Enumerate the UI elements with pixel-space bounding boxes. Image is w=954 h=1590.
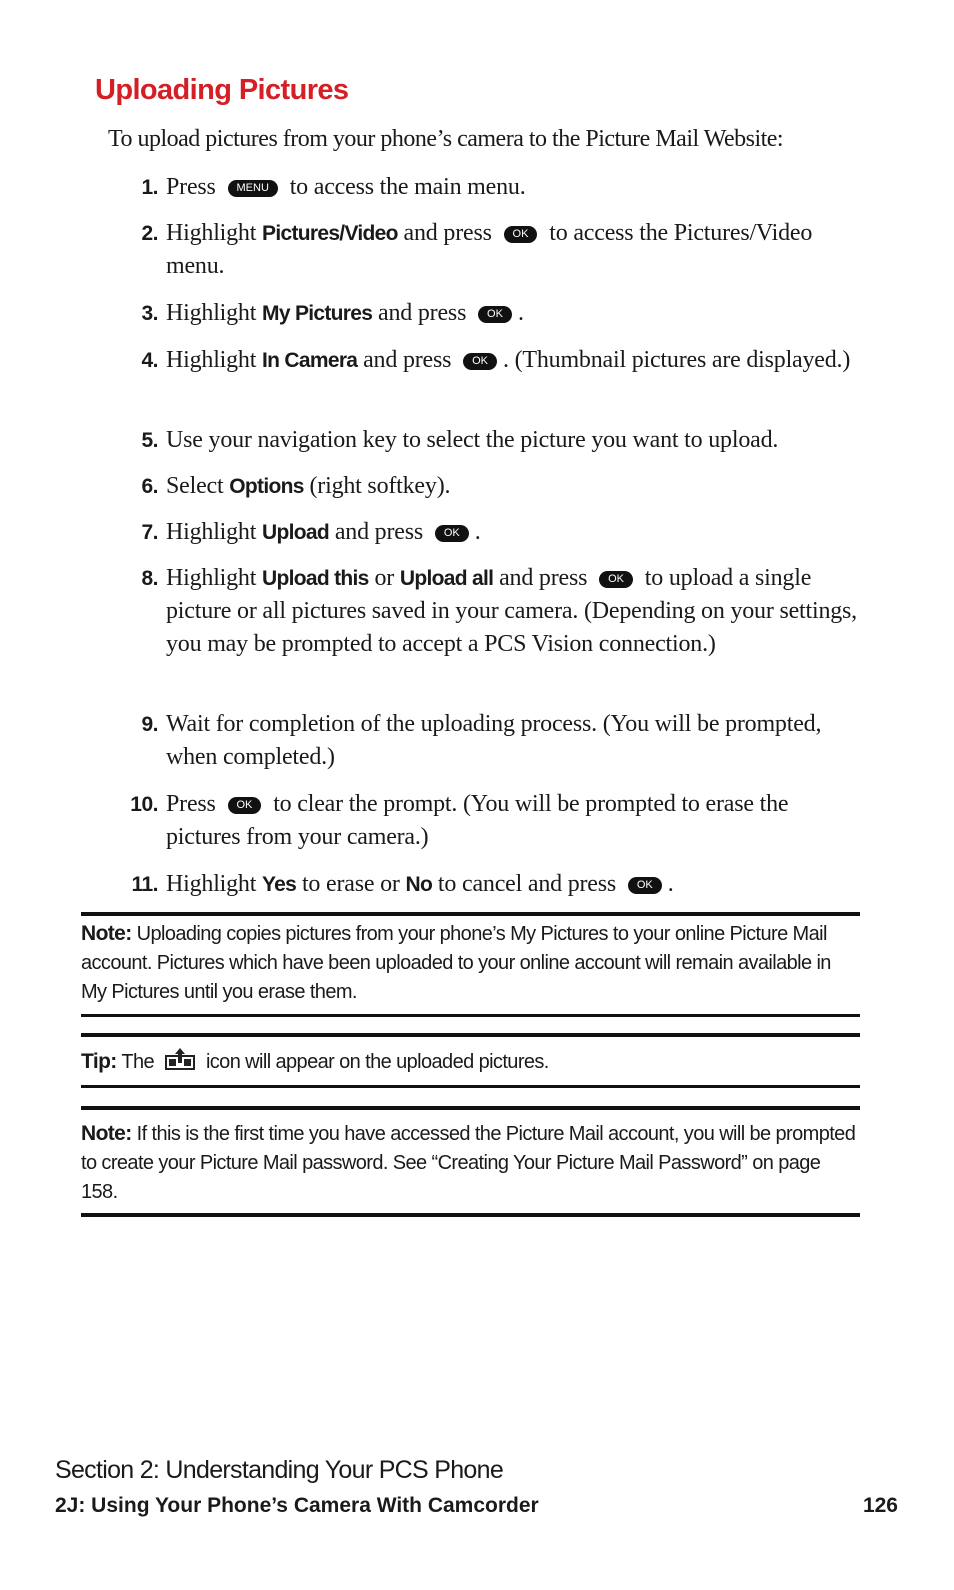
step-7: [141, 516, 861, 549]
step-text: Select: [166, 473, 224, 499]
tip-text: The: [121, 1051, 154, 1073]
step-text: and press: [363, 347, 452, 373]
step-text: .: [517, 300, 524, 326]
step-text: Highlight: [166, 300, 257, 326]
step-1: [141, 171, 861, 204]
step-6: [141, 470, 861, 503]
note-bottom-rule: [81, 1014, 860, 1017]
step-text: Highlight: [166, 220, 257, 246]
step-10: [130, 788, 861, 854]
ok-key-icon: OK: [504, 226, 538, 243]
ok-key-icon: OK: [228, 797, 262, 814]
step-text: and press: [378, 300, 467, 326]
step-text: Use your navigation key to select the picture you want to upload.: [166, 427, 779, 453]
step-text: Highlight: [166, 519, 257, 545]
step-9: [141, 708, 861, 774]
step-number: 4.: [141, 349, 158, 372]
step-number: 11.: [131, 873, 158, 896]
step-number: 8.: [141, 567, 158, 590]
note-box-upload: [81, 919, 860, 1007]
step-text: .: [474, 519, 481, 545]
note-text: If this is the first time you have accessed the Picture Mail account, you will be prompted to create your Picture Mail password. See “Creating Your Picture Mail Password” on page 158.: [81, 1123, 856, 1203]
option-yes: Yes: [262, 873, 297, 896]
step-text: to upload a single picture or all pictures saved in your camera. (Depending on your settings, you may be prompted to accept a PCS Vision connection.): [166, 565, 857, 657]
step-text: Wait for completion of the uploading process. (You will be prompted, when completed.): [166, 711, 822, 770]
footer-chapter-title: 2J: Using Your Phone’s Camera With Camcorder: [55, 1494, 539, 1517]
step-number: 10.: [130, 793, 158, 816]
step-text: Highlight: [166, 871, 257, 897]
intro-text: To upload pictures from your phone’s camera to the Picture Mail Website:: [108, 126, 784, 152]
ok-key-icon: OK: [463, 353, 497, 370]
note-label: Note:: [81, 1122, 132, 1145]
step-number: 5.: [141, 429, 158, 452]
step-2: [141, 217, 861, 283]
step-text: to clear the prompt. (You will be prompted to erase the pictures from your camera.): [166, 791, 789, 850]
tip-bottom-rule: [81, 1085, 860, 1088]
step-text: (right softkey).: [309, 473, 451, 499]
menu-option-upload: Upload: [262, 521, 329, 544]
step-text: .: [667, 871, 674, 897]
step-text: to access the main menu.: [289, 174, 526, 200]
step-text: or: [374, 565, 395, 591]
step-text: and press: [499, 565, 588, 591]
step-text: and press: [403, 220, 492, 246]
step-number: 3.: [141, 302, 158, 325]
step-5: [141, 424, 861, 457]
step-text: to access the Pictures/Video menu.: [166, 220, 813, 279]
tip-top-rule: [81, 1033, 860, 1037]
softkey-options: Options: [229, 475, 304, 498]
step-3: [141, 297, 861, 330]
tip-box: [81, 1047, 860, 1080]
step-text: and press: [334, 519, 423, 545]
page-number: 126: [862, 1494, 898, 1517]
step-number: 6.: [141, 475, 158, 498]
step-number: 2.: [141, 222, 158, 245]
tip-text: icon will appear on the uploaded pictures.: [205, 1051, 549, 1073]
menu-option-upload-all: Upload all: [399, 567, 494, 590]
footer-section-title: Section 2: Understanding Your PCS Phone: [55, 1456, 504, 1484]
note-box-password: [81, 1119, 860, 1207]
ok-key-icon: OK: [628, 877, 662, 894]
step-text: . (Thumbnail pictures are displayed.): [503, 347, 851, 373]
step-number: 7.: [141, 521, 158, 544]
step-text: Highlight: [166, 565, 257, 591]
step-8: [141, 562, 861, 661]
step-number: 9.: [141, 713, 158, 736]
note2-top-rule: [81, 1106, 860, 1110]
ok-key-icon: OK: [599, 571, 633, 588]
page-title: Uploading Pictures: [95, 74, 349, 106]
uploaded-picture-icon: [165, 1047, 195, 1080]
menu-option-upload-this: Upload this: [262, 567, 369, 590]
step-text: to cancel and press: [437, 871, 617, 897]
note-label: Note:: [81, 922, 132, 945]
menu-option-pictures-video: Pictures/Video: [262, 222, 398, 245]
ok-key-icon: OK: [435, 525, 469, 542]
menu-option-in-camera: In Camera: [262, 349, 358, 372]
step-text: to erase or: [301, 871, 400, 897]
note-text: Uploading copies pictures from your phone’s My Pictures to your online Picture Mail account. Pictures which have been uploaded to your online account will remain available in My Pictures until you erase them.: [81, 923, 831, 1003]
option-no: No: [405, 873, 433, 896]
step-4: [141, 344, 861, 377]
menu-key-icon: MENU: [228, 180, 278, 197]
step-11: [131, 868, 861, 901]
ok-key-icon: OK: [478, 306, 512, 323]
note-top-rule: [81, 912, 860, 916]
step-text: Press: [166, 791, 216, 817]
step-text: Press: [166, 174, 216, 200]
menu-option-my-pictures: My Pictures: [262, 302, 373, 325]
step-number: 1.: [141, 176, 158, 199]
tip-label: Tip:: [81, 1050, 117, 1073]
note2-bottom-rule: [81, 1213, 860, 1217]
step-text: Highlight: [166, 347, 257, 373]
